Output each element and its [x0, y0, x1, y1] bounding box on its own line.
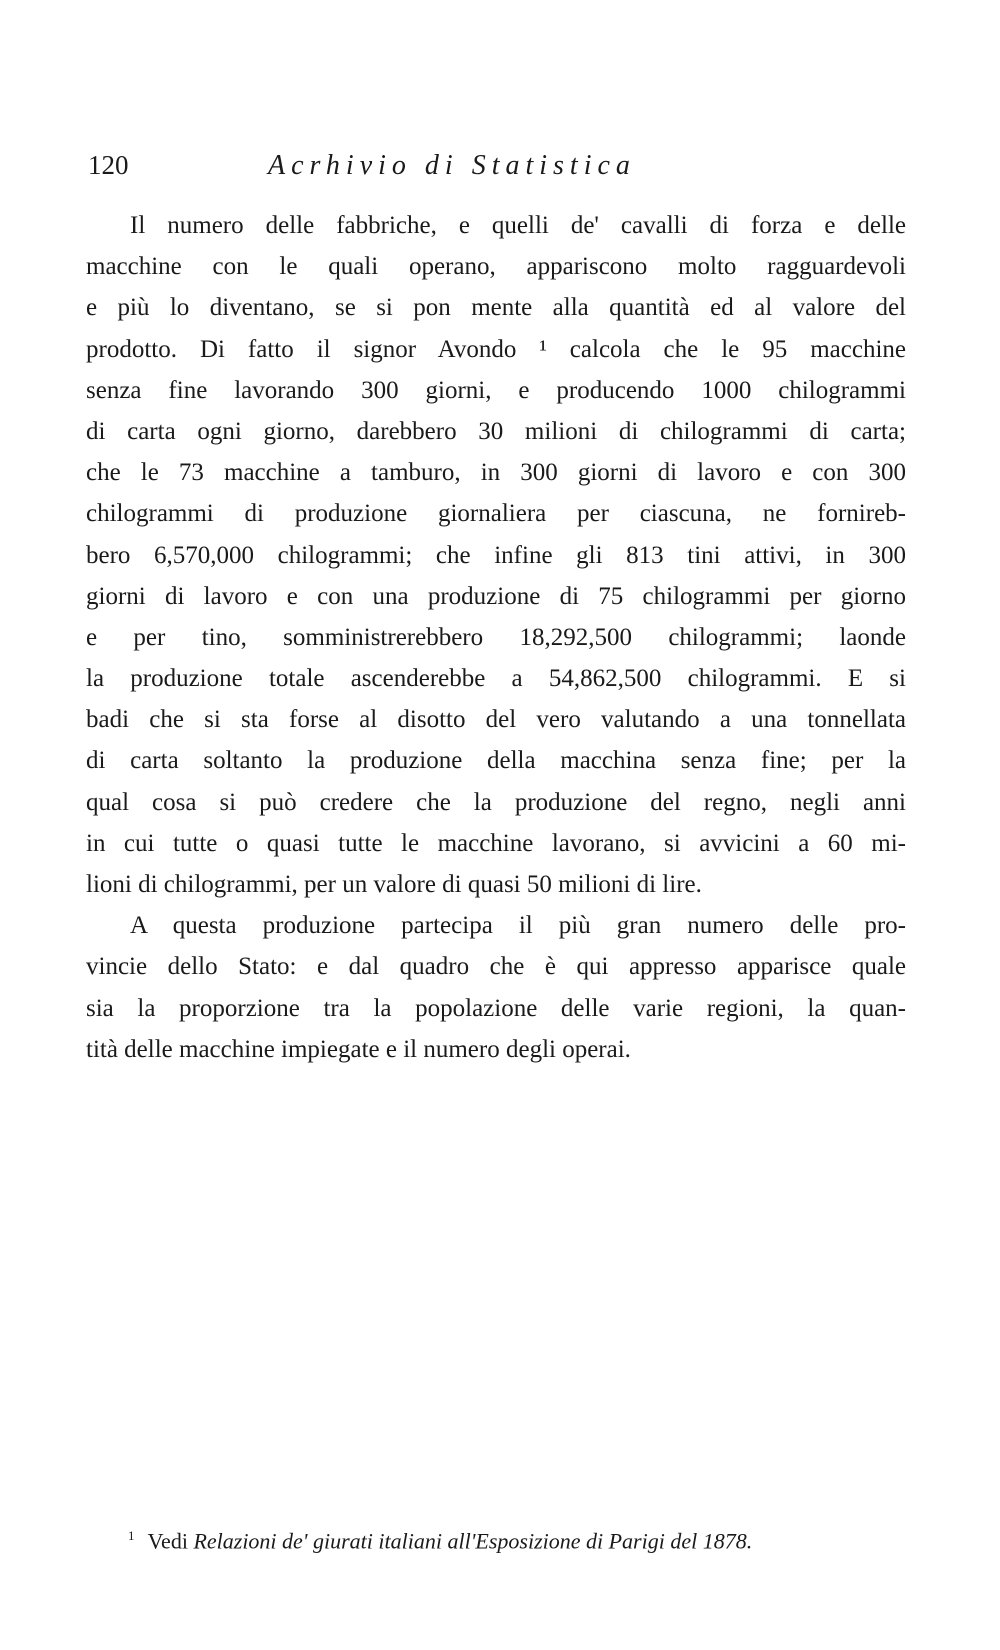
text-line: la produzione totale ascenderebbe a 54,862,500 chilogrammi. E si [86, 665, 906, 693]
text-line: in cui tutte o quasi tutte le macchine lavorano, si avvicini a 60 mi- [86, 829, 906, 857]
text-line: e per tino, somministrerebbero 18,292,500 chilogrammi; laonde [86, 623, 906, 651]
text-line: prodotto. Di fatto il signor Avondo ¹ calcola che le 95 macchine [86, 335, 906, 363]
text-line: che le 73 macchine a tamburo, in 300 giorni di lavoro e con 300 [86, 459, 906, 487]
text-line: senza fine lavorando 300 giorni, e producendo 1000 chilogrammi [86, 376, 906, 404]
text-line: tità delle macchine impiegate e il numero degli operai. [86, 1035, 631, 1063]
text-line: vincie dello Stato: e dal quadro che è qui appresso apparisce quale [86, 953, 906, 981]
text-line: giorni di lavoro e con una produzione di 75 chilogrammi per giorno [86, 582, 906, 610]
text-line: sia la proporzione tra la popolazione delle varie regioni, la quan- [86, 994, 906, 1022]
text-line: Il numero delle fabbriche, e quelli de' cavalli di forza e delle [130, 212, 906, 239]
text-line: badi che si sta forse al disotto del vero valutando a una tonnellata [86, 706, 906, 734]
running-title: Acrhivio di Statistica [268, 150, 636, 181]
text-line: macchine con le quali operano, appariscono molto ragguardevoli [86, 253, 906, 281]
body-text [86, 205, 906, 1070]
footnote-text: Relazioni de' giurati italiani all'Esposizione di Parigi del 1878. [193, 1528, 753, 1554]
footnote-marker: 1 [128, 1528, 135, 1543]
text-line: e più lo diventano, se si pon mente alla quantità ed al valore del [86, 294, 906, 322]
running-head [88, 150, 688, 190]
page-number: 120 [88, 150, 129, 180]
footnote [128, 1528, 888, 1554]
text-line: qual cosa si può credere che la produzione del regno, negli anni [86, 788, 906, 816]
text-line: chilogrammi di produzione giornaliera per ciascuna, ne fornireb- [86, 500, 906, 528]
footnote-lead: Vedi [147, 1528, 188, 1554]
text-line: di carta soltanto la produzione della macchina senza fine; per la [86, 747, 906, 775]
text-line: A questa produzione partecipa il più gran numero delle pro- [130, 912, 906, 940]
text-line: di carta ogni giorno, darebbero 30 milioni di chilogrammi di carta; [86, 417, 906, 445]
text-line: lioni di chilogrammi, per un valore di quasi 50 milioni di lire. [86, 871, 702, 898]
text-line: bero 6,570,000 chilogrammi; che infine gli 813 tini attivi, in 300 [86, 541, 906, 569]
